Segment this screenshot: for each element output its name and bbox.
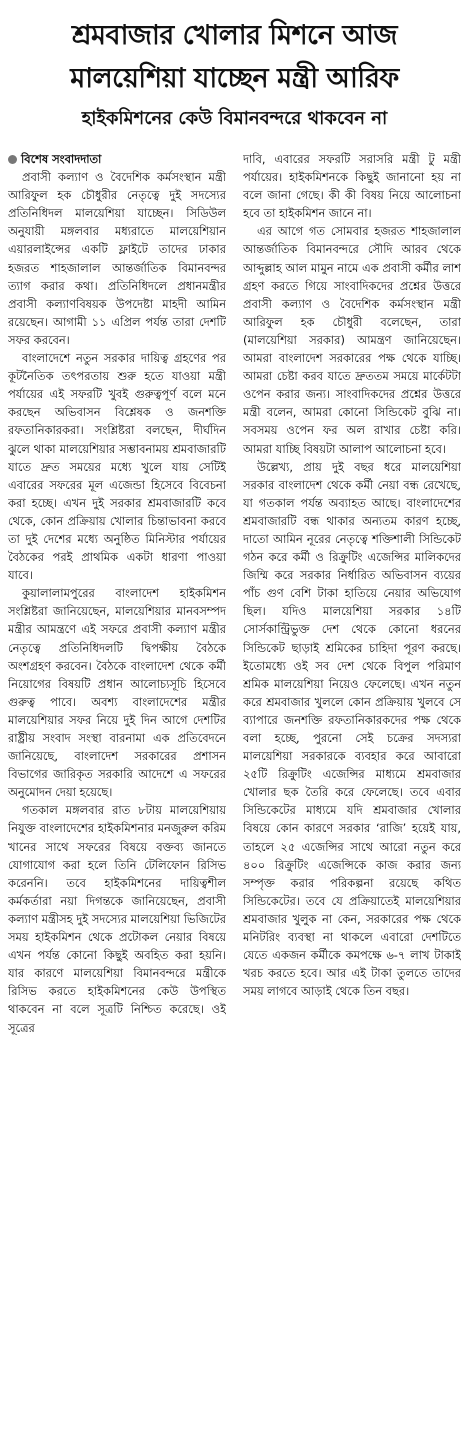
subheadline: হাইকমিশনের কেউ বিমানবন্দরে থাকবেন না [81, 108, 388, 129]
article-column-right [243, 150, 461, 1425]
paragraph: প্রবাসী কল্যাণ ও বৈদেশিক কর্মসংস্থান মন্ত্রী আরিফুল হক চৌধুরীর নেতৃত্বে দুই সদস্যের প্রতিনিধিদল মালয়েশিয়া যাচ্ছেন। সিডিউল অনুযায়ী মঙ্গলবার মধ্যরাতে মালয়েশিয়ান এয়ারলাইন্সের একটি ফ্লাইটে তাদের ঢাকার হজরত শাহজালাল আন্তর্জাতিক বিমানবন্দর ত্যাগ করার কথা। প্রতিনিধিদলে প্রধানমন্ত্রীর প্রবাসী কল্যাণবিষয়ক উপদেষ্টা মাহদী আমিন রয়েছেন। আগামী ১১ এপ্রিল পর্যন্ত তারা দেশটি সফর করবেন। [8, 170, 226, 347]
article-column-left [8, 150, 226, 1425]
headline-line-1: শ্রমবাজার খোলার মিশনে আজ [71, 20, 398, 51]
paragraph: উল্লেখ্য, প্রায় দুই বছর ধরে মালয়েশিয়া সরকার বাংলাদেশ থেকে কর্মী নেয়া বন্ধ রেখেছে, যা গতকাল পর্যন্ত অব্যাহত আছে। বাংলাদেশের শ্রমবাজারটি বন্ধ থাকার অন্যতম কারণ হচ্ছে, দাতো আমিন নূরের নেতৃত্বে শক্তিশালী সিন্ডিকেট গঠন করে কর্মী ও রিক্রুটিং এজেন্সির মালিকদের জিম্মি করে সরকার নির্ধারিত অভিবাসন ব্যয়ের পাঁচ গুণ বেশি টাকা হাতিয়ে নেয়ার অভিযোগ ছিল। যদিও মালয়েশিয়া সরকার ১৪টি সোর্সকান্ট্রিভুক্ত দেশ থেকে কোনো ধরনের সিন্ডিকেট ছাড়াই শ্রমিকের চাহিদা পূরণ করছে। ইতোমধ্যে ওই সব দেশ থেকে বিপুল পরিমাণ শ্রমিক মালয়েশিয়া নিয়েও ফেলেছে। এখন নতুন করে শ্রমবাজার খুললে কোন প্রক্রিয়ায় খুলবে সে ব্যাপারে জনশক্তি রফতানিকারকদের পক্ষ থেকে বলা হচ্ছে, পুরনো সেই চক্রের সদস্যরা মালয়েশিয়া সরকারকে ব্যবহার করে আবারো ২৫টি রিক্রুটিং এজেন্সির মাধ্যমে শ্রমবাজার খোলার ছক তৈরি করে ফেলেছে। তবে এবার সিন্ডিকেটের মাধ্যমে যদি শ্রমবাজার খোলার বিষয়ে কোন কারণে সরকার ‘রাজি’ হয়েই যায়, তাহলে ২৫ এজেন্সির সাথে আরো নতুন করে ৪০০ রিক্রুটিং এজেন্সিকে কাজ করার জন্য সম্পৃক্ত করার পরিকল্পনা রয়েছে কথিত সিন্ডিকেটের। তবে যে প্রক্রিয়াতেই মালয়েশিয়ার শ্রমবাজার খুলুক না কেন, সরকারের পক্ষ থেকে মনিটরিং ব্যবস্থা না থাকলে এবারো দেশটিতে যেতে একজন কর্মীকে কমপক্ষে ৬-৭ লাখ টাকাই খরচ করতে হবে। আর এই টাকা তুলতে তাদের সময় লাগবে আড়াই থেকে তিন বছর। [243, 459, 461, 999]
byline [8, 150, 226, 168]
bullet-icon [8, 155, 17, 164]
article-body [8, 150, 461, 1425]
headline [8, 0, 461, 100]
byline-text: বিশেষ সংবাদদাতা [21, 152, 102, 166]
paragraph: কুয়ালালামপুরের বাংলাদেশ হাইকমিশন সংশ্লিষ্টরা জানিয়েছেন, মালয়েশিয়ার মানবসম্পদ মন্ত্রীর আমন্ত্রণে এই সফরে প্রবাসী কল্যাণ মন্ত্রীর নেতৃত্বে প্রতিনিধিদলটি দ্বিপক্ষীয় বৈঠকে অংশগ্রহণ করবেন। বৈঠকে বাংলাদেশ থেকে কর্মী নিয়োগের বিষয়টি প্রধান আলোচ্যসূচি হিসেবে গুরুত্ব পাবে। অবশ্য বাংলাদেশের মন্ত্রীর মালয়েশিয়ার সফর নিয়ে দুই দিন আগে দেশটির রাষ্ট্রীয় সংবাদ সংস্থা বারনামা এক প্রতিবেদনে জানিয়েছে, বাংলাদেশ সরকারের প্রশাসন বিভাগের জারিকৃত সরকারি আদেশে এ সফরের অনুমোদন দেয়া হয়েছে। [8, 586, 226, 800]
paragraph: বাংলাদেশে নতুন সরকার দায়িত্ব গ্রহণের পর কূটনৈতিক তৎপরতায় শুরু হতে যাওয়া মন্ত্রী পর্যায়ের এই সফরটি খুবই গুরুত্বপূর্ণ বলে মনে করছেন অভিবাসন বিশ্লেষক ও জনশক্তি রফতানিকারকরা। সংশ্লিষ্টরা বলছেন, দীর্ঘদিন ঝুলে থাকা মালয়েশিয়ার সম্ভাবনাময় শ্রমবাজারটি যাতে দ্রুত সময়ের মধ্যে খুলে যায় সেটিই এবারের সফরের মূল এজেন্ডা হিসেবে বিবেচনা করা হচ্ছে। এখন দুই সরকার শ্রমবাজারটি কবে থেকে, কোন প্রক্রিয়ায় খোলার চিন্তাভাবনা করবে তা দুই দেশের মধ্যে অনুষ্ঠিত মিনিস্টার পর্যায়ের বৈঠকের পরই প্রাথমিক একটা ধারণা পাওয়া যাবে। [8, 351, 226, 583]
paragraph: এর আগে গত সোমবার হজরত শাহজালাল আন্তর্জাতিক বিমানবন্দরে সৌদি আরব থেকে আব্দুল্লাহ আল মামুন নামে এক প্রবাসী কর্মীর লাশ গ্রহণ করতে গিয়ে সাংবাদিকদের প্রশ্নের উত্তরে প্রবাসী কল্যাণ ও বৈদেশিক কর্মসংস্থান মন্ত্রী আরিফুল হক চৌধুরী বলেছেন, তারা (মালয়েশিয়া সরকার) আমন্ত্রণ জানিয়েছেন। আমরা বাংলাদেশ সরকারের পক্ষ থেকে যাচ্ছি। আমরা চেষ্টা করব যাতে দ্রুততম সময়ে মার্কেটটা ওপেন করার জন্য। সাংবাদিকদের প্রশ্নের উত্তরে মন্ত্রী বলেন, আমরা কোনো সিন্ডিকেট বুঝি না। সবসময় ওপেন ফর অল রাখার চেষ্টা করি। আমরা যাচ্ছি বিষয়টা আলাপ আলোচনা হবে। [243, 224, 461, 456]
headline-line-2: মালয়েশিয়া যাচ্ছেন মন্ত্রী আরিফ [70, 63, 399, 94]
paragraph: গতকাল মঙ্গলবার রাত ৮টায় মালয়েশিয়ায় নিযুক্ত বাংলাদেশের হাইকমিশনার মনজুরুল করিম খানের সাথে সফরের বিষয়ে বক্তব্য জানতে যোগাযোগ করা হলে তিনি টেলিফোন রিসিভ করেননি। তবে হাইকমিশনের দায়িত্বশীল কর্মকর্তারা নয়া দিগন্তকে জানিয়েছেন, প্রবাসী কল্যাণ মন্ত্রীসহ দুই সদস্যের মালয়েশিয়া ভিজিটের সময় হাইকমিশন থেকে প্রটোকল নেয়ার বিষয়ে এখন পর্যন্ত কোনো কিছুই অবহিত করা হয়নি। যার কারণে মালয়েশিয়া বিমানবন্দরে মন্ত্রীকে রিসিভ করতে হাইকমিশনের কেউ উপস্থিত থাকবেন না বলে সূত্রটি নিশ্চিত করেছে। ওই সূত্রের [8, 803, 226, 1035]
paragraph: দাবি, এবারের সফরটি সরাসরি মন্ত্রী টু মন্ত্রী পর্যায়ের। হাইকমিশনকে কিছুই জানানো হয় না বলে জানা গেছে। কী কী বিষয় নিয়ে আলোচনা হবে তা হাইকমিশন জানে না। [243, 152, 461, 221]
